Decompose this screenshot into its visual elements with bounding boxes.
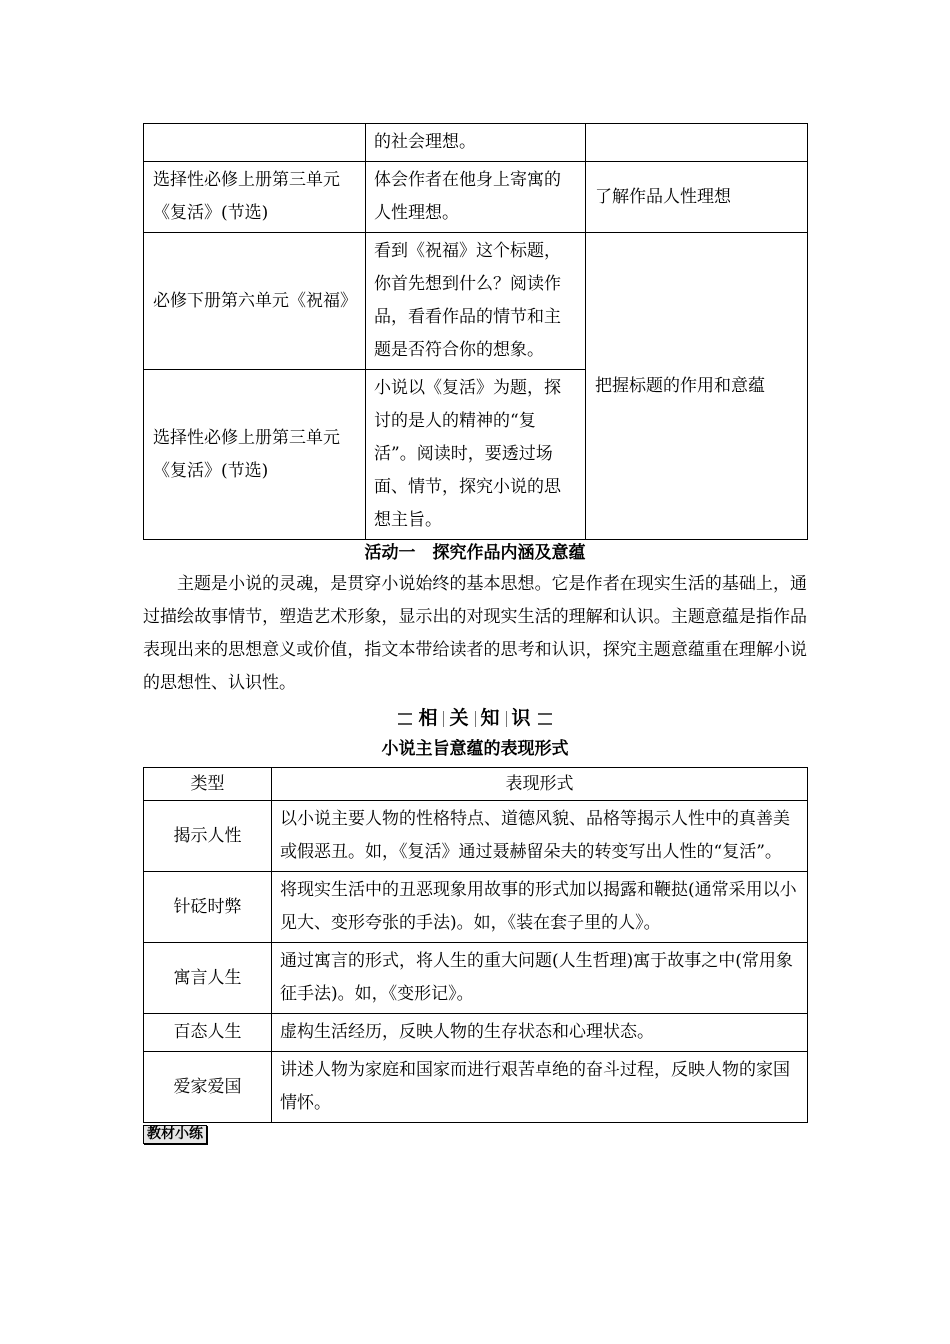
table-row [144,233,808,370]
separator-icon [443,711,444,727]
page-content [143,123,807,1144]
double-line-icon [398,713,412,725]
desc-cell: 将现实生活中的丑恶现象用故事的形式加以揭露和鞭挞(通常采用以小见大、变形夸张的手法)。如，《装在套子里的人》。 [272,872,808,943]
type-cell: 寓言人生 [144,943,272,1014]
forms-table [143,767,808,1123]
table-row [144,124,808,162]
table-cell: 选择性必修上册第三单元《复活》(节选) [144,162,366,233]
type-cell: 爱家爱国 [144,1052,272,1123]
body-paragraph: 主题是小说的灵魂，是贯穿小说始终的基本思想。它是作者在现实生活的基础上，通过描绘故事情节，塑造艺术形象，显示出的对现实生活的理解和认识。主题意蕴是指作品表现出来的思想意义或价值，指文本带给读者的思考和认识，探究主题意蕴重在理解小说的思想性、认识性。 [143,574,807,693]
table-row [144,943,808,1014]
desc-cell: 虚构生活经历，反映人物的生存状态和心理状态。 [272,1014,808,1052]
section-title-related-knowledge [143,702,807,734]
table-row [144,1052,808,1123]
table-row [144,872,808,943]
table-header-row [144,768,808,801]
desc-cell: 讲述人物为家庭和国家而进行艰苦卓绝的奋斗过程，反映人物的家国情怀。 [272,1052,808,1123]
desc-cell: 以小说主要人物的性格特点、道德风貌、品格等揭示人性中的真善美或假恶丑。如，《复活》通过聂赫留朵夫的转变写出人性的“复活”。 [272,801,808,872]
table-cell: 小说以《复活》为题，探讨的是人的精神的“复活”。阅读时，要透过场面、情节，探究小说的思想主旨。 [366,370,586,540]
separator-icon [475,711,476,727]
type-cell: 揭示人性 [144,801,272,872]
table-cell: 把握标题的作用和意蕴 [586,233,808,540]
column-header: 表现形式 [272,768,808,801]
table-cell: 体会作者在他身上寄寓的人性理想。 [366,162,586,233]
column-header: 类型 [144,768,272,801]
table-cell: 选择性必修上册第三单元《复活》(节选) [144,370,366,540]
table-cell: 了解作品人性理想 [586,162,808,233]
table-caption: 小说主旨意蕴的表现形式 [381,739,569,759]
type-cell: 针砭时弊 [144,872,272,943]
separator-icon [506,711,507,727]
table-cell [144,124,366,162]
table-cell: 看到《祝福》这个标题，你首先想到什么？阅读作品，看看作品的情节和主题是否符合你的想象。 [366,233,586,370]
activity-title: 活动一 探究作品内涵及意蕴 [364,543,586,563]
exercise-tag: 教材小练 [143,1125,207,1144]
type-cell: 百态人生 [144,1014,272,1052]
table-row [144,162,808,233]
table-cell: 的社会理想。 [366,124,586,162]
section-char: 相 [418,707,439,729]
course-table [143,123,808,540]
table-row [144,801,808,872]
section-char: 识 [511,707,532,729]
desc-cell: 通过寓言的形式，将人生的重大问题(人生哲理)寓于故事之中(常用象征手法)。如，《变形记》。 [272,943,808,1014]
table-row [144,1014,808,1052]
section-char: 知 [480,707,501,729]
section-char: 关 [449,707,470,729]
table-cell [586,124,808,162]
table-cell: 必修下册第六单元《祝福》 [144,233,366,370]
double-line-icon [538,713,552,725]
